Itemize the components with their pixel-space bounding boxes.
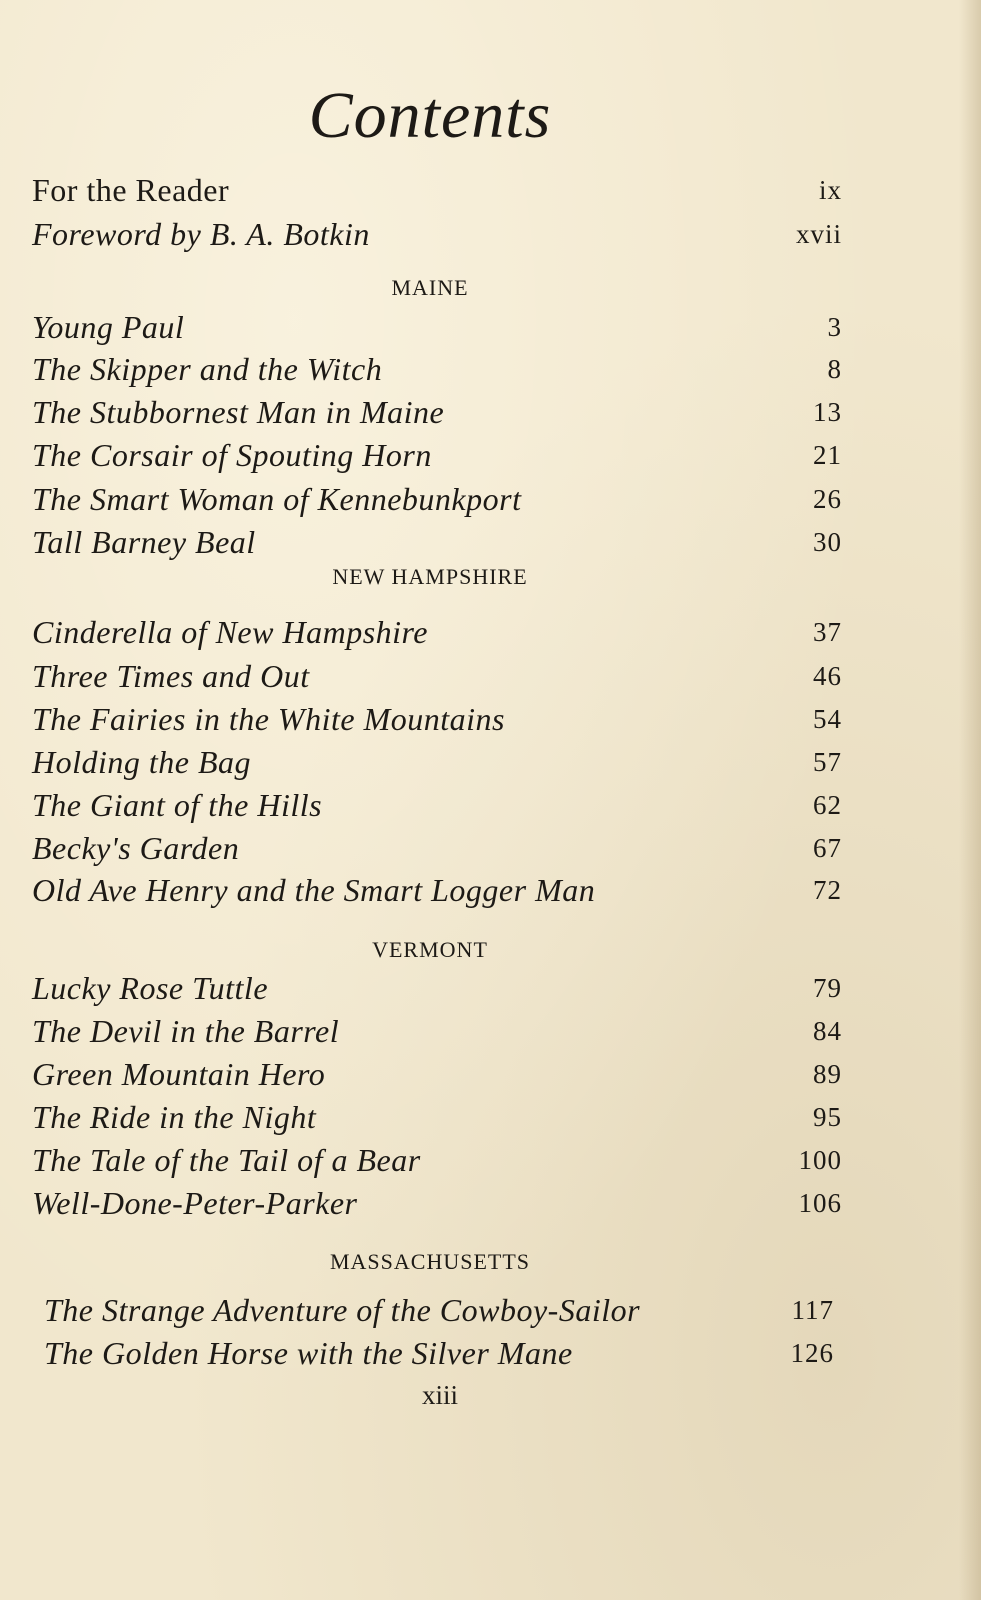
section-heading-vermont: VERMONT bbox=[372, 937, 488, 962]
entry-page: 37 bbox=[813, 617, 842, 647]
entry-page: 57 bbox=[813, 747, 842, 777]
entry-page: 126 bbox=[790, 1338, 834, 1368]
toc-entry bbox=[32, 868, 842, 912]
section-heading-massachusetts: MASSACHUSETTS bbox=[329, 1249, 531, 1274]
entry-title: The Golden Horse with the Silver Mane bbox=[44, 1335, 573, 1371]
entry-title: Cinderella of New Hampshire bbox=[32, 614, 428, 650]
entry-title: Well-Done-Peter-Parker bbox=[32, 1185, 358, 1221]
entry-page: 26 bbox=[813, 484, 842, 514]
entry-page: 117 bbox=[791, 1295, 834, 1325]
entry-title: Old Ave Henry and the Smart Logger Man bbox=[32, 872, 596, 908]
entry-page: 54 bbox=[813, 704, 842, 734]
toc-entry bbox=[32, 1138, 842, 1182]
entry-page: 95 bbox=[813, 1102, 842, 1132]
page-edge-shadow bbox=[959, 0, 981, 1600]
toc-entry bbox=[32, 168, 842, 212]
toc-entry bbox=[32, 212, 842, 256]
toc-entry bbox=[32, 1052, 842, 1096]
entry-title: The Stubbornest Man in Maine bbox=[32, 394, 445, 430]
toc-entry bbox=[32, 390, 842, 434]
toc-entry bbox=[44, 1331, 834, 1375]
entry-page: 46 bbox=[813, 661, 842, 691]
entry-page: 79 bbox=[813, 973, 842, 1003]
entry-page: 3 bbox=[827, 312, 842, 342]
entry-title: The Strange Adventure of the Cowboy-Sailor bbox=[44, 1292, 641, 1328]
entry-title: The Ride in the Night bbox=[32, 1099, 317, 1135]
entry-title: Young Paul bbox=[32, 309, 185, 345]
section-heading-maine: MAINE bbox=[391, 275, 469, 300]
section-heading-new-hampshire: NEW HAMPSHIRE bbox=[332, 564, 528, 589]
toc-entry bbox=[32, 305, 842, 349]
entry-title: Holding the Bag bbox=[32, 744, 252, 780]
entry-page: 106 bbox=[798, 1188, 842, 1218]
entry-title: Green Mountain Hero bbox=[32, 1056, 326, 1092]
toc-entry bbox=[32, 966, 842, 1010]
toc-entry bbox=[32, 347, 842, 391]
entry-page: ix bbox=[818, 175, 842, 205]
toc-entry bbox=[32, 740, 842, 784]
entry-title: The Corsair of Spouting Horn bbox=[32, 437, 432, 473]
entry-page: 89 bbox=[813, 1059, 842, 1089]
entry-page: 8 bbox=[827, 354, 842, 384]
entry-title: The Smart Woman of Kennebunkport bbox=[32, 481, 522, 517]
entry-page: 67 bbox=[813, 833, 842, 863]
toc-entry bbox=[32, 1009, 842, 1053]
page-number: xiii bbox=[421, 1380, 458, 1410]
entry-title: Lucky Rose Tuttle bbox=[32, 970, 269, 1006]
toc-entry bbox=[32, 610, 842, 654]
entry-page: 13 bbox=[813, 397, 842, 427]
entry-title: For the Reader bbox=[32, 172, 230, 208]
entry-page: 72 bbox=[813, 875, 842, 905]
entry-page: 21 bbox=[813, 440, 842, 470]
toc-entry bbox=[32, 826, 842, 870]
toc-entry bbox=[32, 1181, 842, 1225]
toc-entry bbox=[32, 783, 842, 827]
toc-entry bbox=[32, 654, 842, 698]
entry-title: The Fairies in the White Mountains bbox=[32, 701, 505, 737]
entry-title: The Giant of the Hills bbox=[32, 787, 323, 823]
toc-entry bbox=[32, 477, 842, 521]
toc-entry bbox=[32, 520, 842, 564]
entry-page: 30 bbox=[813, 527, 842, 557]
entry-title: Becky's Garden bbox=[32, 830, 240, 866]
entry-page: 84 bbox=[813, 1016, 842, 1046]
entry-title: Three Times and Out bbox=[32, 658, 310, 694]
entry-title: Tall Barney Beal bbox=[32, 524, 256, 560]
entry-title: The Tale of the Tail of a Bear bbox=[32, 1142, 421, 1178]
toc-entry bbox=[44, 1288, 834, 1332]
entry-title: Foreword by B. A. Botkin bbox=[32, 216, 370, 252]
entry-page: 62 bbox=[813, 790, 842, 820]
entry-title: The Skipper and the Witch bbox=[32, 351, 383, 387]
page-title: Contents bbox=[308, 79, 552, 152]
toc-entry bbox=[32, 1095, 842, 1139]
toc-entry bbox=[32, 433, 842, 477]
entry-title: The Devil in the Barrel bbox=[32, 1013, 340, 1049]
entry-page: xvii bbox=[795, 219, 842, 249]
toc-entry bbox=[32, 697, 842, 741]
entry-page: 100 bbox=[798, 1145, 842, 1175]
